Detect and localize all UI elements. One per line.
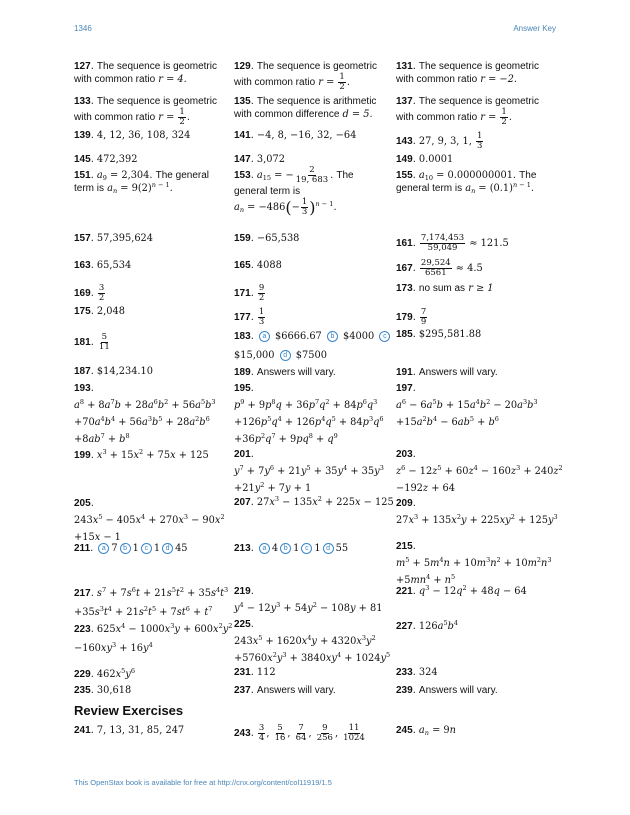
answer-187: 187. $14,234.10 [74,366,154,377]
answer-167: 167. $\frac{29,524}{6561}$ ≈ 4.5 [396,258,483,278]
answer-137: 137. The sequence is geometric with common ratio r = $\frac{1}{2}$ . [396,96,539,127]
answer-143: 143. 27, 9, 3, 1, $\frac{1}{3}$ [396,131,483,151]
label-c-icon: c [141,543,152,554]
label-b-icon: b [120,543,131,554]
answer-169: 169. $\frac{3}{2}$ [74,283,105,303]
answer-151: 151. $a_9 = 2,304$. The general term is $a_n = 9(2)^{n - 1}$. [74,170,210,195]
answer-213: 213. a 4 b 1 c 1 d 55 [234,543,349,554]
answer-197: 197. $a^6 - 6a^5b + 15a^4b^2 - 20a^3b^3$ $+15a^2b^4 - 6ab^5 + b^6$ [396,383,538,428]
answer-201: 201. $y^7 + 7y^6 + 21y^5 + 35y^4 + 35y^3$ $+21y^2 + 7y + 1$ [234,449,384,494]
answer-237: 237. Answers will vary. [234,685,336,696]
answer-149: 149. 0.0001 [396,154,454,165]
answer-171: 171. $\frac{9}{2}$ [234,283,265,303]
answer-181: 181. $\frac{5}{11}$ [74,332,110,352]
answer-207: 207. $27x^3 - 135x^2 + 225x - 125$ [234,495,394,508]
label-b-icon: b [280,543,291,554]
answer-203: 203. $z^6 - 12z^5 + 60z^4 - 160z^3 + 240z^2$ −192z + 64 [396,449,563,494]
answer-165: 165. 4088 [234,260,282,271]
answer-145: 145. 472,392 [74,154,138,165]
answer-177: 177. $\frac{1}{3}$ [234,307,265,327]
label-b-icon: b [327,331,338,342]
answer-205: 205. $243x^5 - 405x^4 + 270x^3 - 90x^2$ +15x − 1 [74,498,225,543]
answer-211: 211. a 7 b 1 c 1 d 45 [74,543,188,554]
answer-127: 127. The sequence is geometric with common ratio r = 4. [74,61,217,85]
section-title: Review Exercises [74,703,184,718]
answer-139: 139. 4, 12, 36, 108, 324 [74,130,191,141]
answer-161: 161. $\frac{7,174,453}{59,049}$ ≈ 121.5 [396,233,509,253]
label-d-icon: d [162,543,173,554]
running-header: Answer Key [513,24,556,33]
answer-185: 185. $295,581.88 [396,329,482,340]
answer-141: 141. −4, 8, −16, 32, −64 [234,130,357,141]
answer-131: 131. The sequence is geometric with common ratio r = −2. [396,61,539,85]
answer-235: 235. 30,618 [74,685,132,696]
answer-243: 243. $\frac{3}{4}$ , $\frac{5}{16}$ , $\frac{7}{64}$ , $\frac{9}{256}$ , $\frac{11}{1024}$ [234,723,365,743]
answer-225: 225. $243x^5 + 1620x^4y + 4320x^3y^2$ $+5760x^2y^3 + 3840xy^4 + 1024y^5$ [234,619,391,664]
answer-221: 221. $q^3 - 12q^2 + 48q - 64$ [396,584,527,597]
answer-223: 223. $625x^4 - 1000x^3y + 600x^2y^2$ $-160xy^3 + 16y^4$ [74,622,233,654]
answer-245: 245. $a_n = 9n$ [396,725,456,737]
answer-173: 173. no sum as r ≥ 1 [396,283,494,294]
answer-215: 215. $m^5 + 5m^4n + 10m^3n^2 + 10m^2n^3$ $+5mn^4 + n^5$ [396,541,552,586]
answer-241: 241. 7, 13, 31, 85, 247 [74,725,185,736]
label-d-icon: d [280,350,291,361]
answer-199: 199. $x^3 + 15x^2 + 75x + 125$ [74,448,209,461]
answer-179: 179. $\frac{7}{9}$ [396,307,427,327]
answer-133: 133. The sequence is geometric with common ratio r = $\frac{1}{2}$ . [74,96,217,127]
label-a-icon: a [259,331,270,342]
answer-193: 193. $a^8 + 8a^7b + 28a^6b^2 + 56a^5b^3$ $+70a^4b^4 + 56a^3b^5 + 28a^2b^6$ $+8ab^7 + b^8$ [74,383,216,445]
answer-155: 155. $a_{10} = 0.000000001$. The general term is $a_n = (0.1)^{n - 1}$. [396,170,537,195]
answer-191: 191. Answers will vary. [396,367,498,378]
answer-189: 189. Answers will vary. [234,367,336,378]
answer-159: 159. −65,538 [234,233,300,244]
answer-229: 229. $462x^5y^6$ [74,667,135,680]
footer-note: This OpenStax book is available for free at http://cnx.org/content/col11919/1.5 [74,778,332,787]
label-c-icon: c [301,543,312,554]
answer-183: 183. a $6666.67 b $4000 c $15,000 d $7500 [234,330,392,362]
answer-135: 135. The sequence is arithmetic with common difference d = 5. [234,96,377,120]
label-c-icon: c [379,331,390,342]
answer-157: 157. 57,395,624 [74,233,154,244]
answer-227: 227. $126a^5b^4$ [396,619,459,632]
answer-195: 195. $p^9 + 9p^8q + 36p^7q^2 + 84p^6q^3$ $+126p^5q^4 + 126p^4q^5 + 84p^3q^6$ $+36p^2q^7 + 9pq^8 + q^9$ [234,383,384,445]
page-number: 1346 [74,24,92,33]
label-d-icon: d [323,543,334,554]
answer-153: 153. $a_{15}$ = − $\frac{2}{19, 683}$ . The general term is $a_n = -486(-$ $\frac{1}{3}$ )$^{n - 1}$. [234,165,354,217]
label-a-icon: a [98,543,109,554]
answer-231: 231. 112 [234,667,276,678]
label-a-icon: a [259,543,270,554]
answer-175: 175. 2,048 [74,306,125,317]
answer-217: 217. $s^7 + 7s^6t + 21s^5t^2 + 35s^4t^3$ $+35s^3t^4 + 21s^2t^5 + 7st^6 + t^7$ [74,586,229,618]
answer-219: 219. $y^4 - 12y^3 + 54y^2 - 108y + 81$ [234,586,383,614]
answer-233: 233. 324 [396,667,438,678]
answer-163: 163. 65,534 [74,260,132,271]
answer-239: 239. Answers will vary. [396,685,498,696]
answer-147: 147. 3,072 [234,154,285,165]
answer-129: 129. The sequence is geometric with common ratio r = $\frac{1}{2}$ . [234,61,377,92]
answer-209: 209. $27x^3 + 135x^2y + 225xy^2 + 125y^3$ [396,498,558,526]
